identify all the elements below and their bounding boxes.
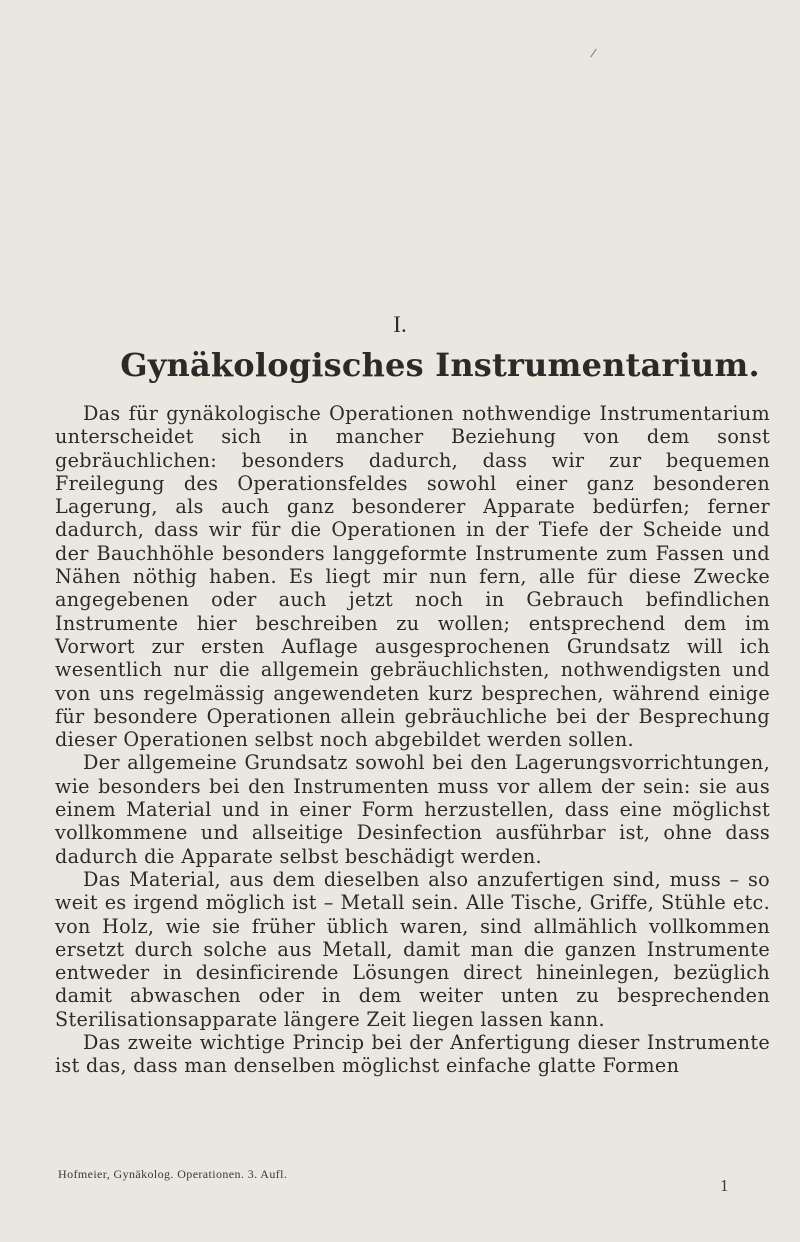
paragraph: Das für gynäkologische Operationen nothwendige Instrumentarium unterscheidet sich in mancher Beziehung von dem sonst gebräuchlichen: besonders dadurch, dass wir zur bequemen Freilegung des Operationsfeldes sowohl einer ganz besonderen Lagerung, als auch ganz besonderer Apparate bedürfen; ferner dadurch, dass wir für die Operationen in der Tiefe der Scheide und der Bauchhöhle besonders langgeformte Instrumente zum Fassen und Nähen nöthig haben. Es liegt mir nun fern, alle für diese Zwecke angegebenen oder auch jetzt noch in Gebrauch befindlichen Instrumente hier beschreiben zu wollen; entsprechend dem im Vorwort zur ersten Auflage ausgesprochenen Grundsatz will ich wesentlich nur die allgemein gebräuchlichsten, nothwendigsten und von uns regelmässig angewendeten kurz besprechen, während einige für besondere Operationen allein gebräuchliche bei der Besprechung dieser Operationen selbst noch abgebildet werden sollen. [55, 402, 770, 752]
footer-source-line: Hofmeier, Gynäkolog. Operationen. 3. Aufl. [58, 1167, 288, 1181]
paragraph: Das zweite wichtige Princip bei der Anfertigung dieser Instrumente ist das, dass man denselben möglichst einfache glatte Formen [55, 1031, 770, 1078]
signature-mark: 1 [720, 1176, 729, 1195]
chapter-title: Gynäkologisches Instrumentarium. [120, 346, 760, 384]
pencil-mark [590, 49, 597, 58]
paragraph: Das Material, aus dem dieselben also anzufertigen sind, muss – so weit es irgend möglich ist – Metall sein. Alle Tische, Griffe, Stühle etc. von Holz, wie sie früher üblich waren, sind allmählich vollkommen ersetzt durch solche aus Metall, damit man die ganzen Instrumente entweder in desinficirende Lösungen direct hineinlegen, bezüglich damit abwaschen oder in dem weiter unten zu besprechenden Sterilisationsapparate längere Zeit liegen lassen kann. [55, 867, 770, 1031]
body-text [55, 402, 770, 1078]
chapter-number: I. [393, 312, 407, 337]
paragraph: Der allgemeine Grundsatz sowohl bei den Lagerungsvorrichtungen, wie besonders bei den Instrumenten muss vor allem der sein: sie aus einem Material und in einer Form herzustellen, dass eine möglichst vollkommene und allseitige Desinfection ausführbar ist, ohne dass dadurch die Apparate selbst beschädigt werden. [55, 751, 770, 868]
